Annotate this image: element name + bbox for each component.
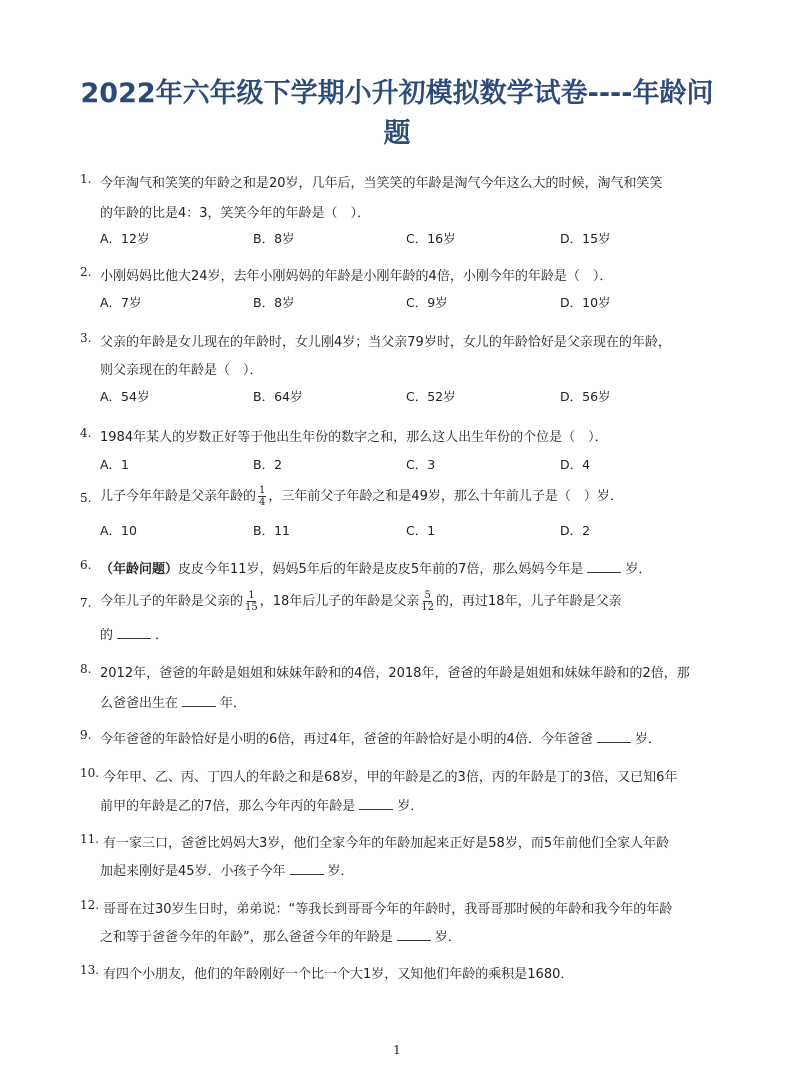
- answer-blank[interactable]: [587, 562, 621, 573]
- option-c[interactable]: C．1: [406, 523, 436, 538]
- option-a[interactable]: A．1: [100, 457, 130, 472]
- question-number: 3.: [80, 331, 92, 345]
- answer-blank[interactable]: [117, 628, 151, 639]
- option-b[interactable]: B．8岁: [253, 231, 295, 246]
- question-text: 的年龄的比是4：3，笑笑今年的年龄是（ ）．: [100, 206, 371, 221]
- option-b[interactable]: B．8岁: [253, 295, 295, 310]
- question-text: 父亲的年龄是女儿现在的年龄时，女儿刚4岁；当父亲79岁时，女儿的年龄恰好是父亲现在的年龄，: [100, 335, 671, 350]
- option-c[interactable]: C．16岁: [406, 231, 456, 246]
- question-text: 今年儿子的年龄是父亲的: [100, 594, 244, 609]
- option-a[interactable]: A．12岁: [100, 231, 150, 246]
- option-b[interactable]: B．11: [253, 523, 290, 538]
- option-a[interactable]: A．10: [100, 523, 137, 538]
- question-text: 岁．: [634, 732, 661, 747]
- option-b[interactable]: B．64岁: [253, 389, 303, 404]
- question-text: 今年爸爸的年龄恰好是小明的6倍，再过4年，爸爸的年龄恰好是小明的4倍．今年爸爸: [100, 732, 593, 747]
- option-d[interactable]: D．2: [560, 523, 591, 538]
- question-text: 加起来刚好是45岁．小孩子今年: [100, 864, 286, 879]
- answer-blank[interactable]: [359, 799, 393, 810]
- option-b[interactable]: B．2: [253, 457, 283, 472]
- question-number: 6.: [80, 558, 92, 572]
- answer-blank[interactable]: [182, 696, 216, 707]
- question-text: 岁．: [397, 799, 424, 814]
- option-a[interactable]: A．54岁: [100, 389, 150, 404]
- page-number: 1: [393, 1043, 401, 1057]
- option-d[interactable]: D．56岁: [560, 389, 611, 404]
- title-line-2: 题: [383, 118, 411, 149]
- question-text: 的，再过18年，儿子年龄是父亲: [436, 594, 622, 609]
- option-d[interactable]: D．15岁: [560, 231, 611, 246]
- question-number: 11.: [80, 832, 100, 846]
- question-tag: （年龄问题）: [100, 562, 179, 577]
- question-text: 小刚妈妈比他大24岁，去年小刚妈妈的年龄是小刚年龄的4倍，小刚今年的年龄是（ ）．: [100, 269, 613, 284]
- question-text: 么爸爸出生在: [100, 696, 179, 711]
- question-text: 前甲的年龄是乙的7倍，那么今年丙的年龄是: [100, 799, 356, 814]
- question-text: ．: [155, 628, 169, 643]
- answer-blank[interactable]: [290, 864, 324, 875]
- option-d[interactable]: D．4: [560, 457, 591, 472]
- question-text: 儿子今年年龄是父亲年龄的: [100, 489, 257, 504]
- question-number: 4.: [80, 426, 92, 440]
- question-number: 7.: [80, 596, 92, 610]
- question-text: 则父亲现在的年龄是（ ）．: [100, 363, 263, 378]
- question-text: 岁．: [625, 562, 652, 577]
- title-line-1: 2022年六年级下学期小升初模拟数学试卷----年龄问: [80, 78, 714, 109]
- question-number: 13.: [80, 963, 100, 977]
- question-text: 今年淘气和笑笑的年龄之和是20岁，几年后，当笑笑的年龄是淘气今年这么大的时候，淘气和笑笑: [100, 176, 663, 191]
- question-number: 9.: [80, 728, 92, 742]
- question-text: 年．: [220, 696, 247, 711]
- question-number: 12.: [80, 898, 100, 912]
- answer-blank[interactable]: [397, 930, 431, 941]
- question-text: 之和等于爸爸今年的年龄”，那么爸爸今年的年龄是: [100, 930, 393, 945]
- question-text: 1984年某人的岁数正好等于他出生年份的数字之和，那么这人出生年份的个位是（ ）．: [100, 430, 608, 445]
- page-title: [60, 74, 734, 154]
- question-text: ，18年后儿子的年龄是父亲: [259, 594, 420, 609]
- question-text: 今年甲、乙、丙、丁四人的年龄之和是68岁，甲的年龄是乙的3倍，丙的年龄是丁的3倍，又已知6年: [103, 770, 678, 785]
- question-number: 1.: [80, 172, 92, 186]
- option-c[interactable]: C．9岁: [406, 295, 448, 310]
- question-text: 皮皮今年11岁，妈妈5年后的年龄是皮皮5年前的7倍，那么妈妈今年是: [178, 562, 584, 577]
- question-number: 5.: [80, 491, 92, 505]
- answer-blank[interactable]: [597, 732, 631, 743]
- question-number: 8.: [80, 662, 92, 676]
- option-c[interactable]: C．3: [406, 457, 436, 472]
- option-a[interactable]: A．7岁: [100, 295, 142, 310]
- question-number: 10.: [80, 766, 100, 780]
- question-number: 2.: [80, 265, 92, 279]
- option-d[interactable]: D．10岁: [560, 295, 611, 310]
- question-text: 岁．: [327, 864, 354, 879]
- fraction-one-quarter: $\frac{1}{4}$: [259, 485, 266, 508]
- question-text: 岁．: [434, 930, 461, 945]
- fraction-one-fifteenth: $\frac{1}{15}$: [245, 590, 258, 613]
- question-text: ，三年前父子年龄之和是49岁，那么十年前儿子是（ ）岁．: [268, 489, 623, 504]
- option-c[interactable]: C．52岁: [406, 389, 456, 404]
- question-text: 有一家三口，爸爸比妈妈大3岁，他们全家今年的年龄加起来正好是58岁，而5年前他们全家人年龄: [103, 836, 670, 851]
- question-text: 的: [100, 628, 114, 643]
- question-text: 2012年，爸爸的年龄是姐姐和妹妹年龄和的4倍，2018年，爸爸的年龄是姐姐和妹妹年龄和的2倍，那: [100, 666, 690, 681]
- fraction-five-twelfths: $\frac{5}{12}$: [421, 590, 435, 613]
- question-text: 有四个小朋友，他们的年龄刚好一个比一个大1岁，又知他们年龄的乘积是1680．: [103, 967, 574, 982]
- question-text: 哥哥在过30岁生日时，弟弟说：“等我长到哥哥今年的年龄时，我哥哥那时候的年龄和我今年的年龄: [103, 902, 673, 917]
